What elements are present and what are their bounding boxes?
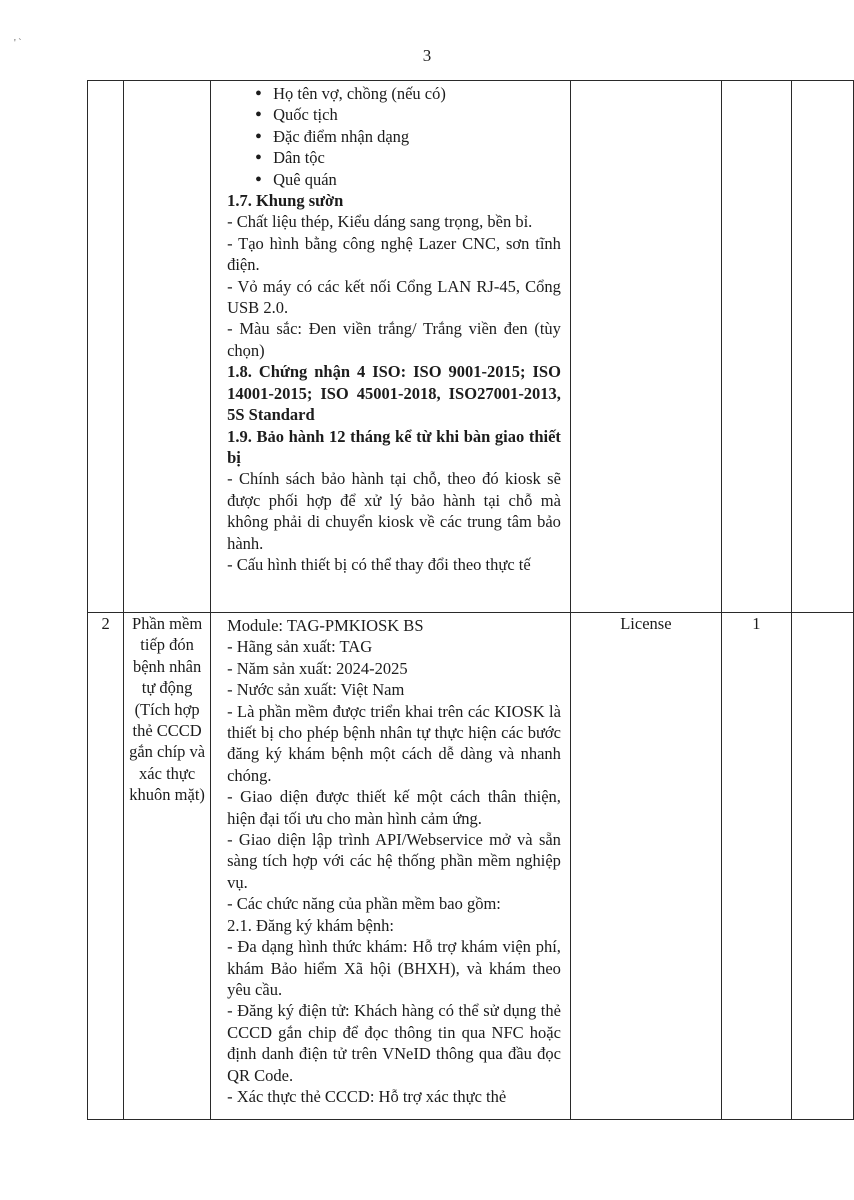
paragraph: - Đa dạng hình thức khám: Hỗ trợ khám viện phí, khám Bảo hiểm Xã hội (BHXH), và khám theo yêu cầu. [227, 937, 561, 999]
paragraph: - Là phần mềm được triển khai trên các KIOSK là thiết bị cho phép bệnh nhân tự thực hiện các bước đăng ký khám bệnh một cách dễ dàng và nhanh chóng. [227, 701, 561, 785]
paragraph: - Cấu hình thiết bị có thể thay đổi theo thực tế [227, 554, 531, 574]
scan-specks: ' ˋ [14, 38, 22, 49]
paragraph: 2.1. Đăng ký khám bệnh: [227, 915, 394, 935]
cell-unit: License [570, 613, 721, 1120]
paragraph: - Đăng ký điện tử: Khách hàng có thể sử dụng thẻ CCCD gắn chip để đọc thông tin qua NFC hoặc định danh điện tử trên VNeID thông qua đầu đọc QR Code. [227, 1001, 561, 1085]
specification-table [87, 80, 854, 1120]
section-heading: 1.8. Chứng nhận 4 ISO: ISO 9001-2015; ISO 14001-2015; ISO 45001-2018, ISO27001-2013, 5S Standard [227, 362, 561, 425]
paragraph: - Vỏ máy có các kết nối Cổng LAN RJ-45, Cổng USB 2.0. [227, 276, 561, 318]
paragraph: - Màu sắc: Đen viền trắng/ Trắng viền đen (tùy chọn) [227, 319, 561, 360]
cell-description [211, 613, 571, 1120]
cell-unit [570, 81, 721, 613]
paragraph: - Hãng sản xuất: TAG [227, 637, 373, 657]
section-heading: 1.9. Bảo hành 12 tháng kể từ khi bàn giao thiết bị [227, 426, 561, 467]
paragraph: Module: TAG-PMKIOSK BS [227, 616, 424, 635]
cell-description [211, 81, 571, 613]
cell-name [124, 81, 211, 613]
cell-stt [88, 81, 124, 613]
list-item: ● Dân tộc [273, 147, 561, 168]
bullet-list [227, 83, 561, 190]
paragraph: - Chất liệu thép, Kiểu dáng sang trọng, bền bỉ. [227, 212, 533, 232]
product-name: Phần mềm tiếp đón bệnh nhân tự động (Tích hợp thẻ CCCD gắn chíp và xác thực khuôn mặt) [129, 614, 206, 805]
paragraph: - Tạo hình bằng công nghệ Lazer CNC, sơn tĩnh điện. [227, 233, 561, 275]
paragraph: - Năm sản xuất: 2024-2025 [227, 658, 408, 678]
list-item: ● Họ tên vợ, chồng (nếu có) [273, 83, 561, 104]
paragraph: - Giao diện được thiết kế một cách thân thiện, hiện đại tối ưu cho màn hình cảm ứng. [227, 787, 561, 828]
cell-quantity [721, 81, 791, 613]
paragraph: - Nước sản xuất: Việt Nam [227, 680, 405, 700]
paragraph: - Chính sách bảo hành tại chỗ, theo đó kiosk sẽ được phối hợp để xử lý bảo hành tại chỗ mà không phải di chuyển kiosk về các trung tâm bảo hành. [227, 469, 561, 553]
table-row-continued [88, 81, 854, 613]
cell-note [791, 613, 853, 1120]
list-item: ● Quê quán [273, 169, 561, 190]
page-number: 3 [422, 46, 432, 65]
list-item: ● Đặc điểm nhận dạng [273, 126, 561, 147]
section-heading: 1.7. Khung sườn [227, 191, 344, 211]
list-item: ● Quốc tịch [273, 104, 561, 125]
cell-name [124, 613, 211, 1120]
cell-note [791, 81, 853, 613]
paragraph: - Giao diện lập trình API/Webservice mở và sẵn sàng tích hợp với các hệ thống phần mềm nghiệp vụ. [227, 830, 561, 892]
cell-stt: 2 [88, 613, 124, 1120]
paragraph: - Các chức năng của phần mềm bao gồm: [227, 894, 501, 914]
cell-quantity: 1 [721, 613, 791, 1120]
paragraph: - Xác thực thẻ CCCD: Hỗ trợ xác thực thẻ [227, 1086, 507, 1106]
table-row-2 [88, 613, 854, 1120]
